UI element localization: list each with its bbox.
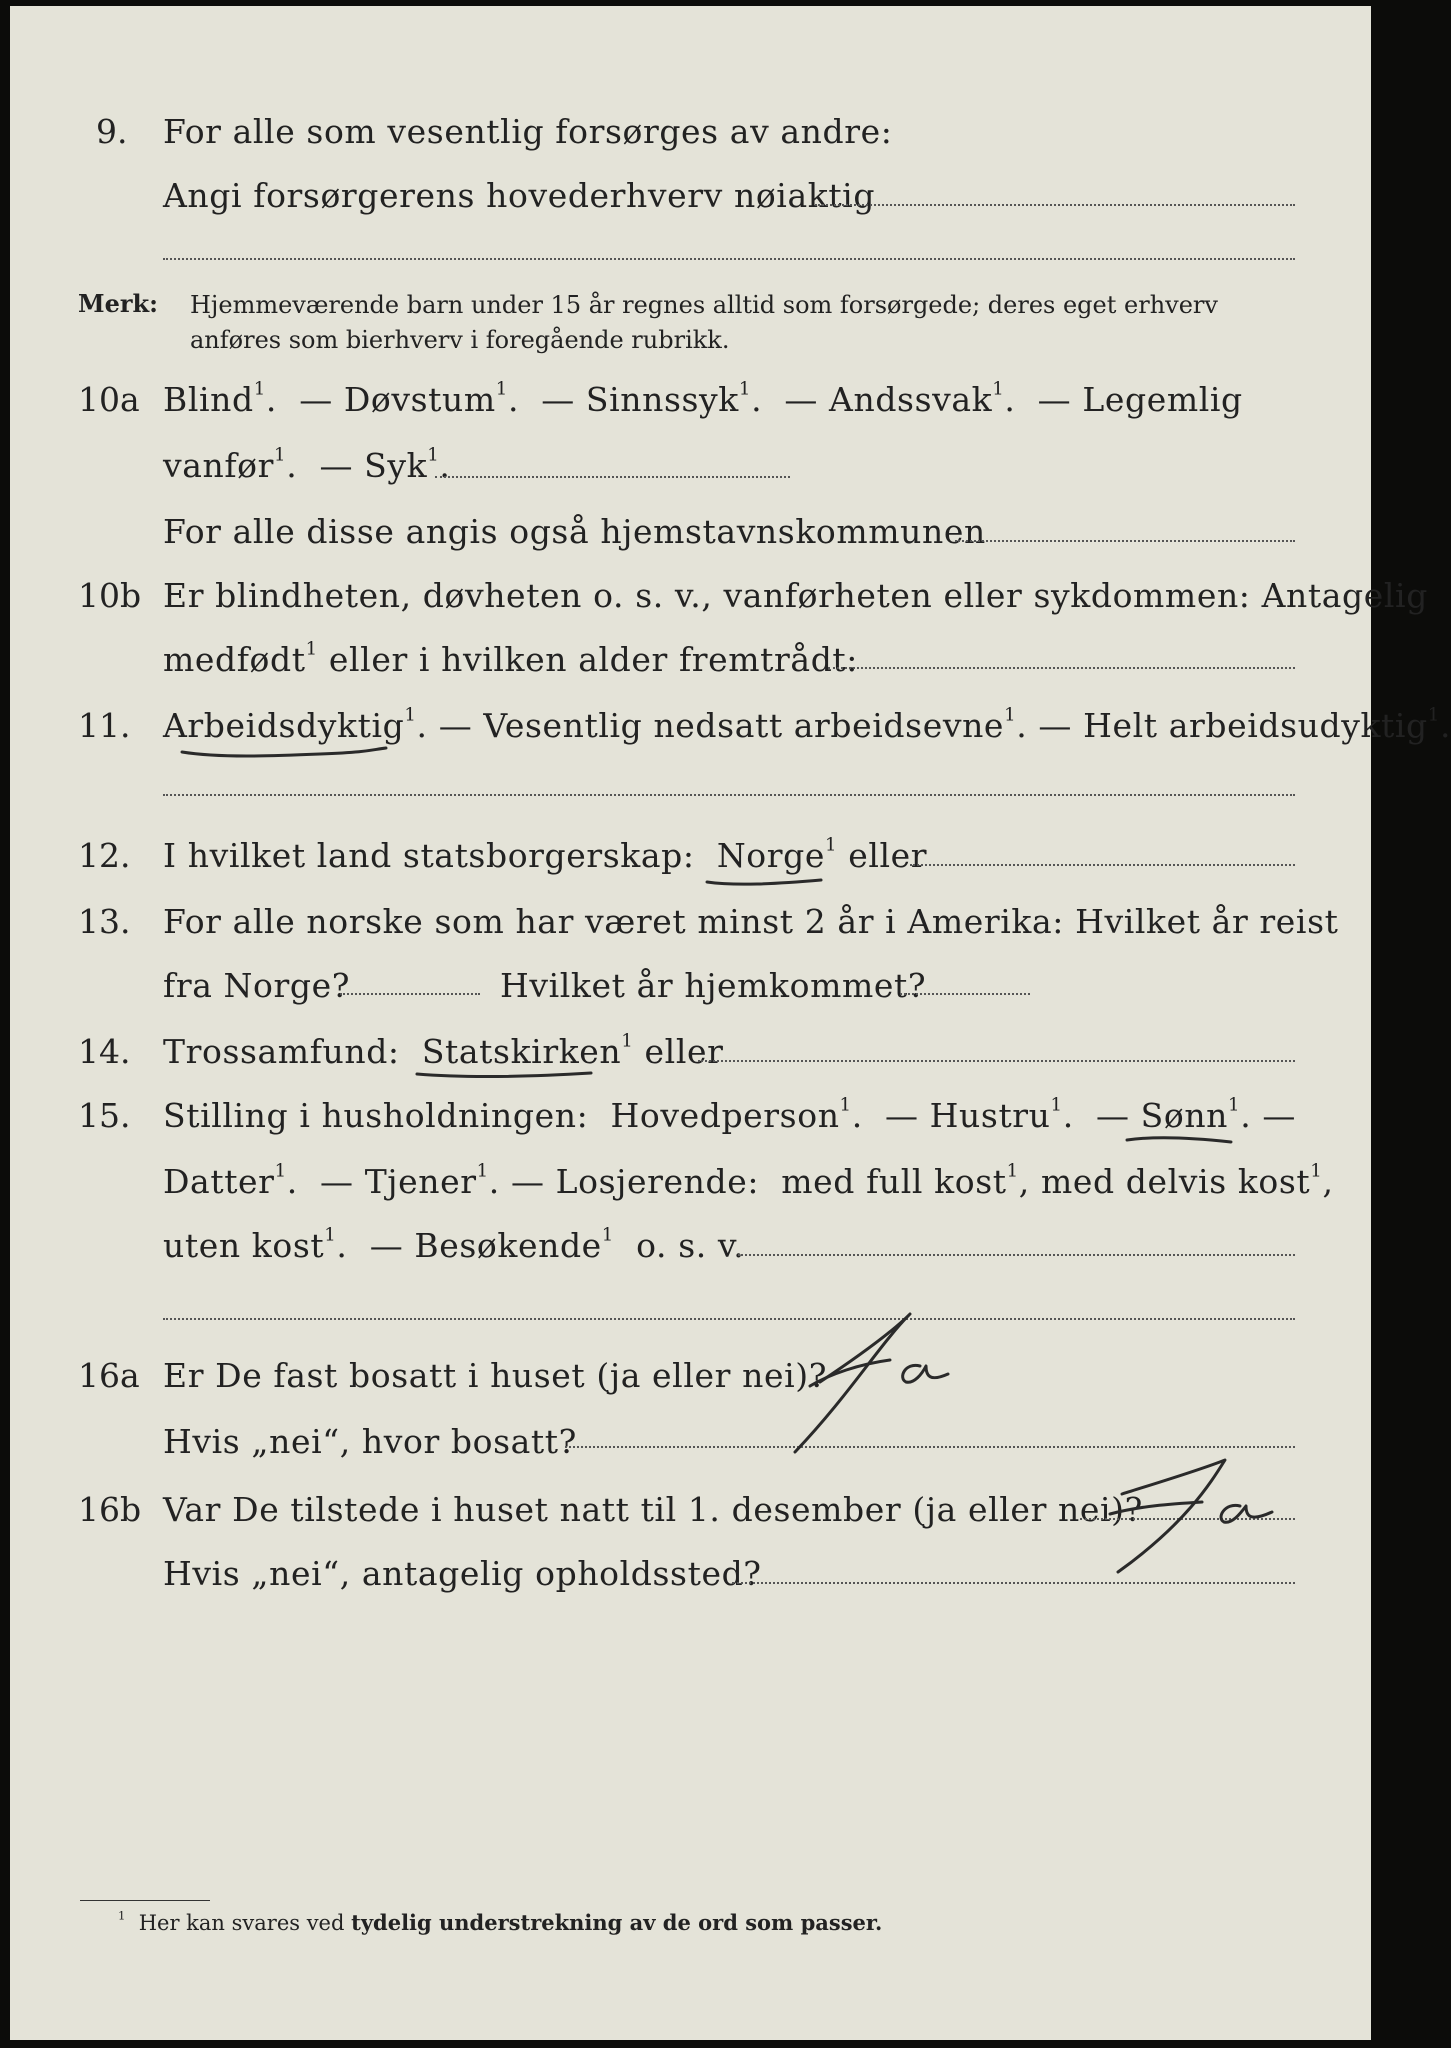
q10a-line1: Blind$^1$. — Døvstum$^1$. — Sinnssyk$^1$. — Andssvak$^1$. — Legemlig: [163, 378, 1243, 419]
footnote-mark: 1: [738, 378, 752, 400]
footnote-mark: 1: [476, 1160, 489, 1182]
footnote-mark: 1: [324, 1224, 337, 1246]
q10a-andssvak: — Andssvak: [784, 380, 993, 419]
q16b-number: 16b: [78, 1490, 142, 1529]
q14-text: Trossamfund:: [163, 1032, 400, 1071]
q13-fra-norge: fra Norge?: [163, 966, 351, 1005]
q11-line: Arbeidsdyktig$^1$. — Vesentlig nedsatt arbeidsevne$^1$. — Helt arbeidsudyktig$^1$.: [163, 704, 1451, 745]
q10b-medfodt: medfødt: [163, 640, 306, 679]
q15-answer-line: [738, 1254, 1295, 1256]
q15-dash-end: . —: [1240, 1096, 1296, 1135]
q12-text: I hvilket land statsborgerskap:: [163, 836, 695, 875]
footnote-mark: 1: [305, 638, 318, 660]
footnote-marker: 1: [118, 1908, 126, 1923]
q13-hjemkommet: Hvilket år hjemkommet?: [500, 966, 927, 1005]
q15-sonn: — Sønn: [1095, 1096, 1229, 1135]
q10a-vanfor: vanfør: [163, 446, 275, 485]
q10a-kommune-line: [955, 540, 1295, 542]
q10a-sinnssyk: — Sinnssyk: [541, 380, 739, 419]
q10a-syk: — Syk: [319, 446, 428, 485]
q10b-line2: [163, 640, 858, 679]
q14-eller: eller: [644, 1032, 724, 1071]
q11-number: 11.: [78, 706, 131, 745]
q11-vesentlig: . — Vesentlig nedsatt arbeidsevne: [416, 706, 1005, 745]
q10a-syk-line: [435, 476, 790, 478]
footnote-text-bold: tydelig understrekning av de ord som passer.: [351, 1910, 883, 1935]
q12-eller: eller: [848, 836, 928, 875]
q10a-number: 10a: [78, 380, 140, 419]
q10a-dovstum: — Døvstum: [299, 380, 496, 419]
q15-line2: Datter$^1$. — Tjener$^1$. — Losjerende: med full kost$^1$, med delvis kost$^1$,: [163, 1160, 1334, 1201]
q13-hjemkommet-line: [900, 993, 1030, 995]
footnote-mark: 1: [1310, 1160, 1323, 1182]
q14-line: [163, 1032, 724, 1071]
footnote-mark: 1: [1427, 704, 1440, 726]
footnote-rule: [80, 1900, 210, 1901]
q12-line: [163, 836, 927, 875]
footnote-mark: 1: [621, 1030, 634, 1052]
q9-number: 9.: [96, 112, 128, 151]
q14-number: 14.: [78, 1032, 131, 1071]
footnote-mark: 1: [1228, 1094, 1241, 1116]
footnote-mark: 1: [404, 704, 417, 726]
q10a-line3: For alle disse angis også hjemstavnskommunen: [163, 512, 986, 551]
footnote-mark: 1: [824, 834, 838, 856]
q9-line2: Angi forsørgerens hovederhverv nøiaktig: [163, 176, 876, 215]
merk-line2: anføres som bierhverv i foregående rubrikk.: [190, 326, 730, 354]
q13-number: 13.: [78, 902, 131, 941]
footnote: [118, 1910, 882, 1935]
q15-stilling: Stilling i husholdningen:: [163, 1096, 589, 1135]
q15-full-kost: med full kost: [781, 1162, 1007, 1201]
q10b-line2-rest: eller i hvilken alder fremtrådt:: [328, 640, 858, 679]
handwritten-underline-sonn: [1125, 1132, 1235, 1148]
q15-hustru: — Hustru: [884, 1096, 1051, 1135]
q12-number: 12.: [78, 836, 131, 875]
merk-line1: Hjemmeværende barn under 15 år regnes alltid som forsørgede; deres eget erhverv: [190, 291, 1218, 319]
q10a-blind: Blind: [163, 380, 254, 419]
q9-answer-line: [815, 204, 1295, 206]
footnote-mark: 1: [274, 444, 287, 466]
handwritten-underline-norge: [705, 874, 825, 890]
q16b-line1: Var De tilstede i huset natt til 1. desember (ja eller nei)?: [163, 1490, 1143, 1529]
q12-norge: Norge: [716, 836, 825, 875]
q10b-line1: Er blindheten, døvheten o. s. v., vanførheten eller sykdommen: Antagelig: [163, 576, 1428, 615]
q15-tjener: — Tjener: [320, 1162, 477, 1201]
q11-arbeidsdyktig: Arbeidsdyktig: [163, 706, 405, 745]
footnote-mark: 1: [253, 378, 266, 400]
q12-answer-line: [910, 864, 1295, 866]
footnote-mark: 1: [839, 1094, 852, 1116]
q16a-number: 16a: [78, 1356, 140, 1395]
q15-besokende: — Besøkende: [369, 1226, 602, 1265]
q10a-line2: vanfør$^1$. — Syk$^1$.: [163, 444, 451, 485]
q15-delvis-kost: , med delvis kost: [1018, 1162, 1311, 1201]
handwritten-answer-16b: [1090, 1454, 1310, 1584]
q16a-line2: Hvis „nei“, hvor bosatt?: [163, 1422, 577, 1461]
q14-statskirken: Statskirken: [421, 1032, 622, 1071]
q15-line1: Stilling i husholdningen: Hovedperson$^1$. — Hustru$^1$. — Sønn$^1$. —: [163, 1094, 1296, 1135]
q15-datter: Datter: [163, 1162, 275, 1201]
q13-fra-norge-line: [340, 993, 480, 995]
merk-label: Merk:: [78, 289, 158, 318]
footnote-mark: 1: [1006, 1160, 1019, 1182]
q15-osv: o. s. v.: [636, 1226, 745, 1265]
q10b-answer-line: [828, 667, 1295, 669]
footnote-text-plain: Her kan svares ved: [138, 1911, 345, 1935]
q16a-line1: Er De fast bosatt i huset (ja eller nei)?: [163, 1356, 827, 1395]
footnote-mark: 1: [427, 444, 440, 466]
footnote-mark: 1: [1050, 1094, 1063, 1116]
footnote-mark: 1: [601, 1224, 614, 1246]
q13-line1: For alle norske som har været minst 2 år i Amerika: Hvilket år reist: [163, 902, 1339, 941]
handwritten-underline-arbeidsdyktig: [180, 742, 390, 762]
footnote-mark: 1: [495, 378, 508, 400]
census-form-page: [10, 6, 1451, 2040]
q16b-line2: Hvis „nei“, antagelig opholdssted?: [163, 1554, 762, 1593]
q11-answer-line: [163, 794, 1295, 796]
q9-answer-line-2: [163, 258, 1295, 260]
footnote-mark: 1: [992, 378, 1005, 400]
footnote-mark: 1: [1004, 704, 1017, 726]
q15-hovedperson: Hovedperson: [610, 1096, 840, 1135]
handwritten-underline-statskirken: [415, 1068, 595, 1082]
q15-answer-line-2: [163, 1318, 1295, 1320]
q15-number: 15.: [78, 1096, 131, 1135]
q11-helt: . — Helt arbeidsudyktig: [1016, 706, 1428, 745]
q10a-legemlig: — Legemlig: [1037, 380, 1243, 419]
q9-line1: For alle som vesentlig forsørges av andre:: [163, 112, 893, 151]
footnote-mark: 1: [274, 1160, 287, 1182]
q15-losjerende: . — Losjerende:: [488, 1162, 760, 1201]
q15-uten-kost: uten kost: [163, 1226, 325, 1265]
handwritten-answer-16a: [780, 1304, 1000, 1464]
q10b-number: 10b: [78, 576, 142, 615]
q15-line3: uten kost$^1$. — Besøkende$^1$ o. s. v.: [163, 1224, 745, 1265]
q14-answer-line: [698, 1060, 1295, 1062]
